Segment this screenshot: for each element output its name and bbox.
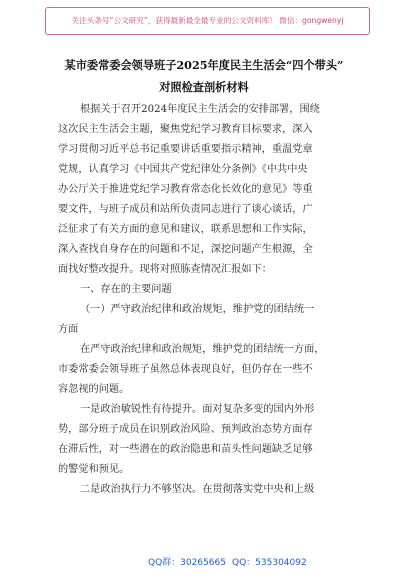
body-line: 容忽视的问题。 [58,384,130,395]
footer-contact [0,553,408,571]
body-line: 党规，认真学习《中国共产党纪律处分条例》《中共中央 [58,164,308,175]
body-line: 二是政治执行力不够坚决。在贯彻落实党中央和上级 [80,484,315,495]
body-line: 这次民主生活会主题，聚焦党纪学习教育目标要求，深入 [58,124,313,135]
document-title-line2: 对照检查剖析材料 [159,80,249,94]
qq-contact-label: QQ：535304092 [232,558,307,568]
body-line: 在滞后性，对一些潜在的政治隐患和苗头性问题缺乏足够 [58,444,313,455]
body-line: 一是政治敏锐性有待提升。面对复杂多变的国内外形 [80,404,315,415]
body-line: 根据关于召开2024年度民主生活会的安排部署，围绕 [80,104,320,115]
body-line: 深入查找自身存在的问题和不足，深挖问题产生根源，全 [58,244,313,255]
qq-group-label: QQ群：30265665 [148,558,226,568]
body-line: 势，部分班子成员在识别政治风险、预判政治态势方面存 [58,424,313,435]
body-line: 要文件，与班子成员和站所负责同志进行了谈心谈话，广 [58,204,313,215]
body-text [58,100,350,500]
body-line: 在严守政治纪律和政治规矩，维护党的团结统一方面， [80,344,325,355]
section-heading: 一、存在的主要问题 [80,284,172,295]
body-line: 市委常委会领导班子虽然总体表现良好，但仍存在一些不 [58,364,313,375]
body-line: 面找好整改提升。现将对照胨查情况汇报如下： [58,264,272,275]
body-line: 学习贯彻习近平总书记重要讲话重要指示精神，重温党章 [58,144,313,155]
body-line: 办公厅关于推进党纪学习教育常态化长效化的意见》等重 [58,184,313,195]
body-line: 泛征求了有关方面的意见和建议，联系思想和工作实际， [58,224,313,235]
subsection-heading: （一）严守政治纪律和政治规矩，维护党的团结统一 [80,304,315,315]
body-line: 的警觉和预见。 [58,464,130,475]
header-banner: 关注头条号“公文研究”，获得最新最全最专业的公文资料库！ 微信：gongwenyj [45,7,370,35]
subsection-heading-cont: 方面 [58,324,79,335]
document-title-line1: 某市委常委会领导班子2025年度民主生活会“四个带头” [64,58,344,72]
